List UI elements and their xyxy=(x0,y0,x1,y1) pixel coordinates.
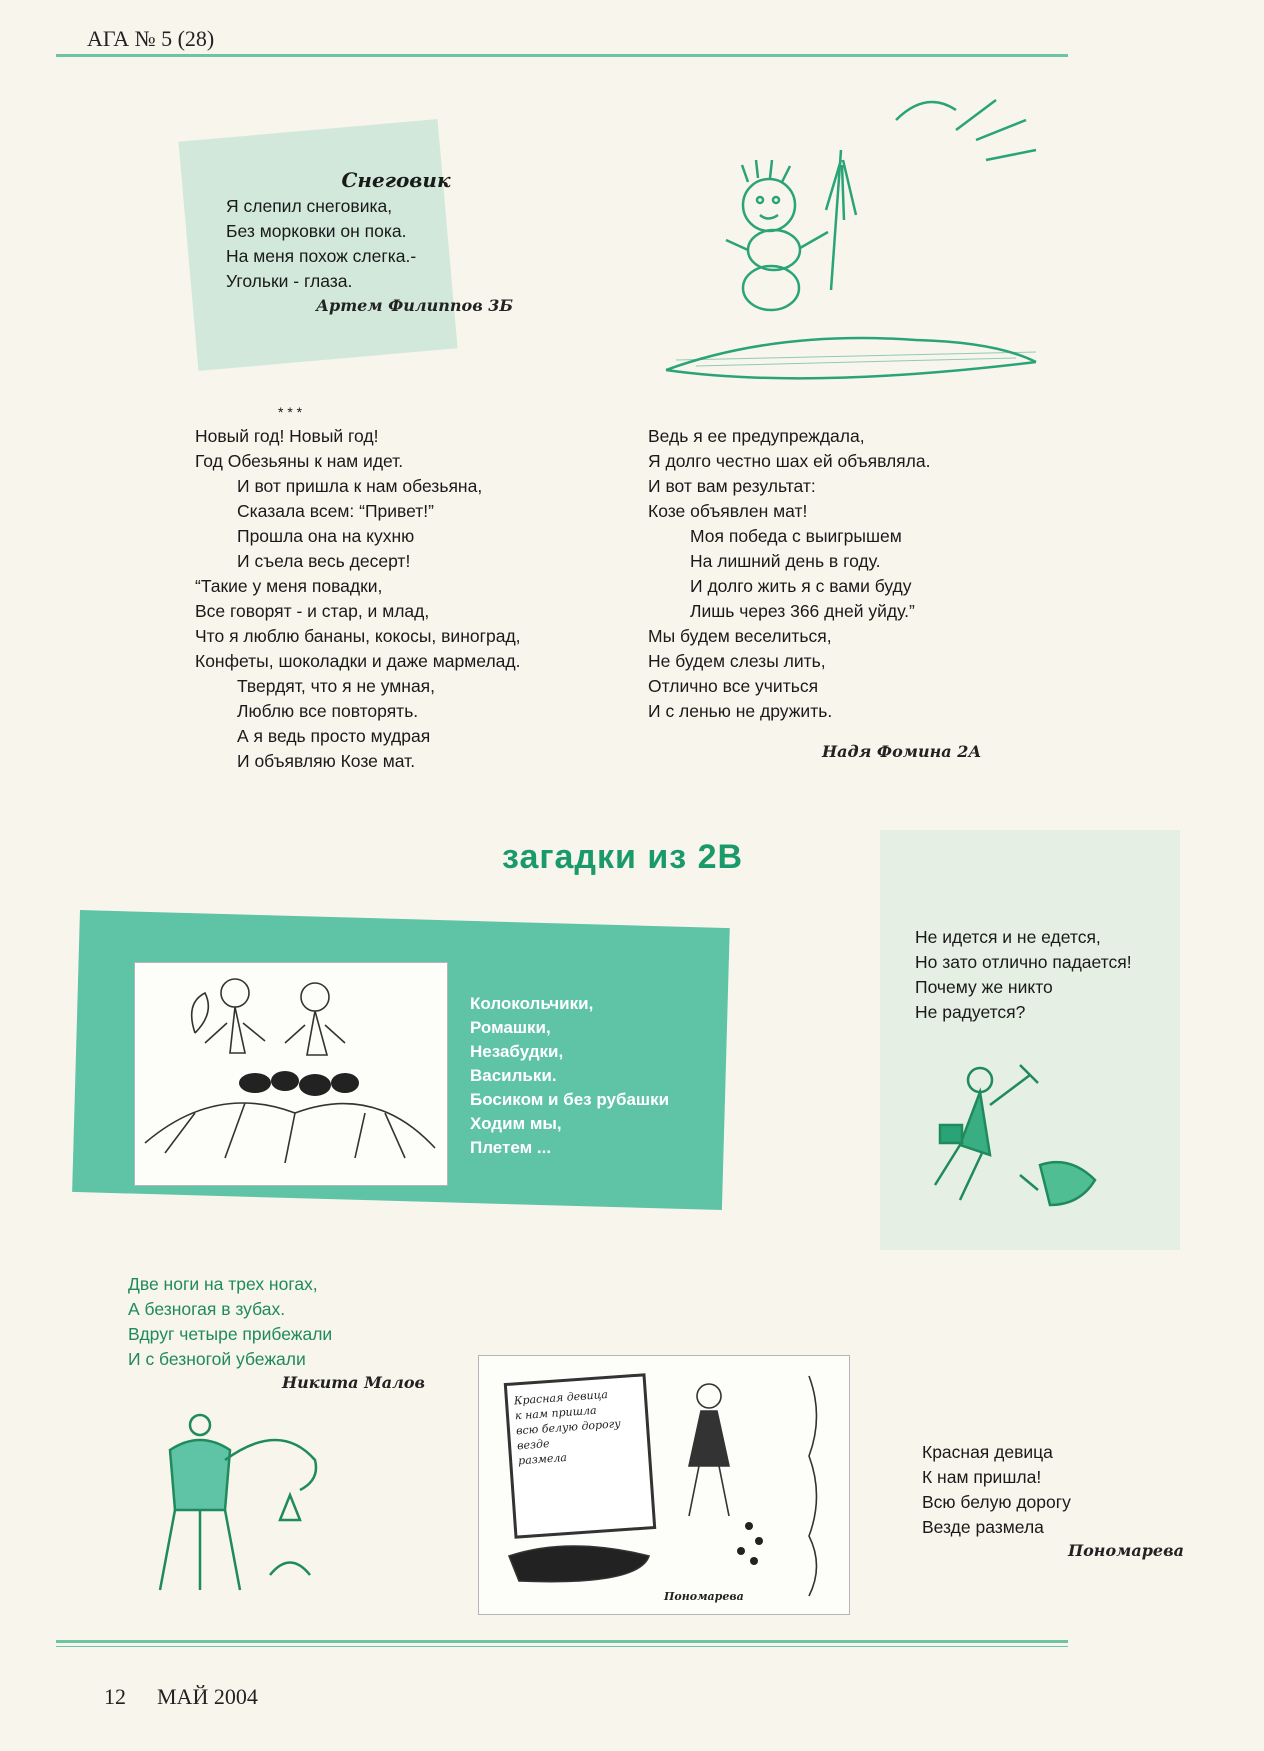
poem-line: Новый год! Новый год! xyxy=(195,426,379,446)
poem-line: На лишний день в году. xyxy=(690,551,881,571)
poem-line: Угольки - глаза. xyxy=(226,271,353,291)
poem-line: И с ленью не дружить. xyxy=(648,701,833,721)
poem-line: И вот вам результат: xyxy=(648,476,816,496)
riddle-line: Не радуется? xyxy=(915,1002,1026,1022)
card-line: к нам пришла xyxy=(514,1403,597,1423)
poem-line: Мы будем веселиться, xyxy=(648,626,832,646)
card-line: Красная девица xyxy=(513,1387,609,1408)
riddle-line: Васильки. xyxy=(470,1066,557,1085)
riddle-line: Красная девица xyxy=(922,1442,1053,1462)
poem-line: А я ведь просто мудрая xyxy=(237,726,431,746)
card-signature: Пономарева xyxy=(664,1590,744,1603)
poem-line: Моя победа с выигрышем xyxy=(690,526,902,546)
girl-author: Пономарева xyxy=(1068,1541,1184,1560)
snowman-drawing xyxy=(656,90,1076,390)
riddle-line: Почему же никто xyxy=(915,977,1053,997)
poem-line: Конфеты, шоколадки и даже мармелад. xyxy=(195,651,521,671)
riddle-line: Не идется и не едется, xyxy=(915,927,1101,947)
riddle-line: К нам пришла! xyxy=(922,1467,1042,1487)
poem-line: И вот пришла к нам обезьяна, xyxy=(237,476,483,496)
flowers-drawing xyxy=(134,962,448,1186)
snowman-author: Артем Филиппов 3Б xyxy=(316,296,514,315)
riddle-line: Везде размела xyxy=(922,1517,1044,1537)
poem-line: Без морковки он пока. xyxy=(226,221,407,241)
riddle-line: Две ноги на трех ногах, xyxy=(128,1274,318,1294)
flowers-riddle xyxy=(470,992,669,1160)
riddle-line: А безногая в зубах. xyxy=(128,1299,286,1319)
footer-rule xyxy=(56,1640,1068,1643)
poem-line: Я долго честно шах ей объявляла. xyxy=(648,451,931,471)
riddle-line: Незабудки, xyxy=(470,1042,564,1061)
poem-line: “Такие у меня повадки, xyxy=(195,576,383,596)
legs-author: Никита Малов xyxy=(282,1373,426,1392)
poem-line: Не будем слезы лить, xyxy=(648,651,826,671)
poem-line: Год Обезьяны к нам идет. xyxy=(195,451,404,471)
riddle-line: Но зато отлично падается! xyxy=(915,952,1132,972)
riddle-line: Ходим мы, xyxy=(470,1114,562,1133)
riddle-line: Плетем ... xyxy=(470,1138,552,1157)
poem-line: Лишь через 366 дней уйду.” xyxy=(690,601,915,621)
riddle-line: Ромашки, xyxy=(470,1018,551,1037)
poem-line: Что я люблю бананы, кокосы, виноград, xyxy=(195,626,521,646)
girl-riddle xyxy=(922,1440,1071,1540)
poem-line: Прошла она на кухню xyxy=(237,526,415,546)
poem-line: На меня похож слегка.- xyxy=(226,246,417,266)
issue-date: МАЙ 2004 xyxy=(157,1684,258,1709)
issue-label: АГА № 5 (28) xyxy=(87,26,215,51)
section-title: загадки из 2В xyxy=(502,838,744,876)
ice-riddle xyxy=(915,925,1132,1025)
riddle-line: Колокольчики, xyxy=(470,994,594,1013)
new-year-poem-col2 xyxy=(648,424,930,724)
girl-drawing-card xyxy=(478,1355,850,1615)
poem-line: Отлично все учиться xyxy=(648,676,819,696)
footer-rule-thin xyxy=(56,1646,1068,1647)
card-line: везде xyxy=(516,1437,550,1453)
poem-line: Люблю все повторять. xyxy=(237,701,419,721)
poem-line: И съела весь десерт! xyxy=(237,551,411,571)
new-year-poem-col1 xyxy=(195,424,521,774)
girl-illustration xyxy=(479,1356,849,1614)
riddle-line: И с безногой убежали xyxy=(128,1349,306,1369)
riddle-line: Всю белую дорогу xyxy=(922,1492,1071,1512)
poem-line: И объявляю Козе мат. xyxy=(237,751,416,771)
card-line: размела xyxy=(517,1450,568,1468)
header-rule xyxy=(56,54,1068,57)
skaters-drawing xyxy=(920,1055,1120,1235)
card-line: всю белую дорогу xyxy=(515,1417,622,1438)
legs-riddle xyxy=(128,1272,332,1372)
riddle-line: Вдруг четыре прибежали xyxy=(128,1324,333,1344)
poem-line: И долго жить я с вами буду xyxy=(690,576,912,596)
new-year-author: Надя Фомина 2А xyxy=(822,742,982,761)
poem-separator: * * * xyxy=(278,404,303,420)
poem-line: Все говорят - и стар, и млад, xyxy=(195,601,430,621)
page-number: 12 xyxy=(104,1684,126,1709)
poem-line: Ведь я ее предупреждала, xyxy=(648,426,865,446)
poem-line: Твердят, что я не умная, xyxy=(237,676,436,696)
poem-line: Сказала всем: “Привет!” xyxy=(237,501,434,521)
children-flowers-illustration xyxy=(135,963,447,1185)
riddle-line: Босиком и без рубашки xyxy=(470,1090,670,1109)
snowman-poem xyxy=(226,168,526,315)
stool-drawing xyxy=(130,1400,370,1600)
poem-line: Я слепил снеговика, xyxy=(226,196,393,216)
snowman-title: Снеговик xyxy=(341,168,451,192)
poem-line: Козе объявлен мат! xyxy=(648,501,808,521)
